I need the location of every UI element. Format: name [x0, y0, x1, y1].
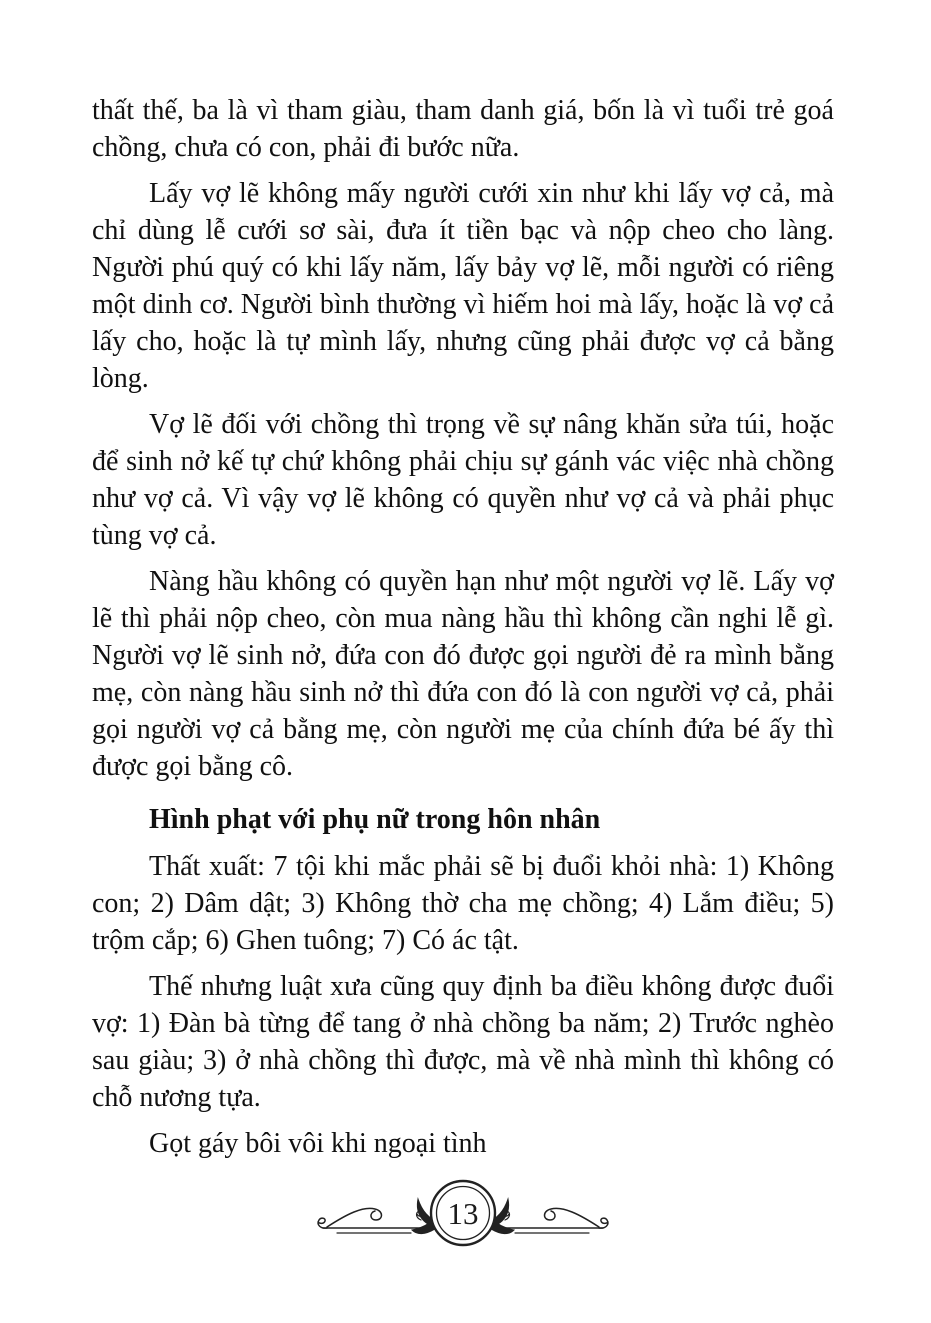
- paragraph-got-gay-boi-voi: Gọt gáy bôi vôi khi ngoại tình: [149, 1128, 487, 1159]
- section-heading: Hình phạt với phụ nữ trong hôn nhân: [149, 804, 601, 835]
- flourish-divider-icon: [313, 1168, 613, 1260]
- paragraph-lay-vo-le: Lấy vợ lẽ không mấy người cưới xin như khi lấy vợ cả, mà chỉ dùng lễ cưới sơ sài, đưa ít tiền bạc và nộp cheo cho làng. Người phú quý có khi lấy năm, lấy bảy vợ lẽ, mỗi người có riêng một dinh cơ. Người bình thường vì hiếm hoi mà lấy, hoặc là vợ cả lấy cho, hoặc là tự mình lấy, nhưng cũng phải được vợ cả bằng lòng.: [92, 178, 834, 394]
- page-text-block: [92, 92, 834, 1162]
- page-footer-ornament: [313, 1168, 613, 1260]
- paragraph-vo-le-doi-voi-chong: Vợ lẽ đối với chồng thì trọng về sự nâng khăn sửa túi, hoặc để sinh nở kế tự chứ không phải chịu sự gánh vác việc nhà chồng như vợ cả. Vì vậy vợ lẽ không có quyền như vợ cả và phải phục tùng vợ cả.: [92, 409, 834, 551]
- page-number: 13: [447, 1195, 479, 1231]
- paragraph-continuation: thất thế, ba là vì tham giàu, tham danh giá, bốn là vì tuổi trẻ goá chồng, chưa có con, phải đi bước nữa.: [92, 95, 834, 163]
- paragraph-the-nhung-luat-xua: Thế nhưng luật xưa cũng quy định ba điều không được đuổi vợ: 1) Đàn bà từng để tang ở nhà chồng ba năm; 2) Trước nghèo sau giàu; 3) ở nhà chồng thì được, mà về nhà mình thì không có chỗ nương tựa.: [92, 971, 834, 1113]
- paragraph-that-xuat: Thất xuất: 7 tội khi mắc phải sẽ bị đuổi khỏi nhà: 1) Không con; 2) Dâm dật; 3) Không thờ cha mẹ chồng; 4) Lắm điều; 5) trộm cắp; 6) Ghen tuông; 7) Có ác tật.: [92, 851, 834, 956]
- paragraph-nang-hau: Nàng hầu không có quyền hạn như một người vợ lẽ. Lấy vợ lẽ thì phải nộp cheo, còn mua nàng hầu thì không cần nghi lễ gì. Người vợ lẽ sinh nở, đứa con đó được gọi người đẻ ra mình bằng mẹ, còn nàng hầu sinh nở thì đứa con đó là con người vợ cả, phải gọi người vợ cả bằng mẹ, còn người mẹ của chính đứa bé ấy thì được gọi bằng cô.: [92, 566, 834, 782]
